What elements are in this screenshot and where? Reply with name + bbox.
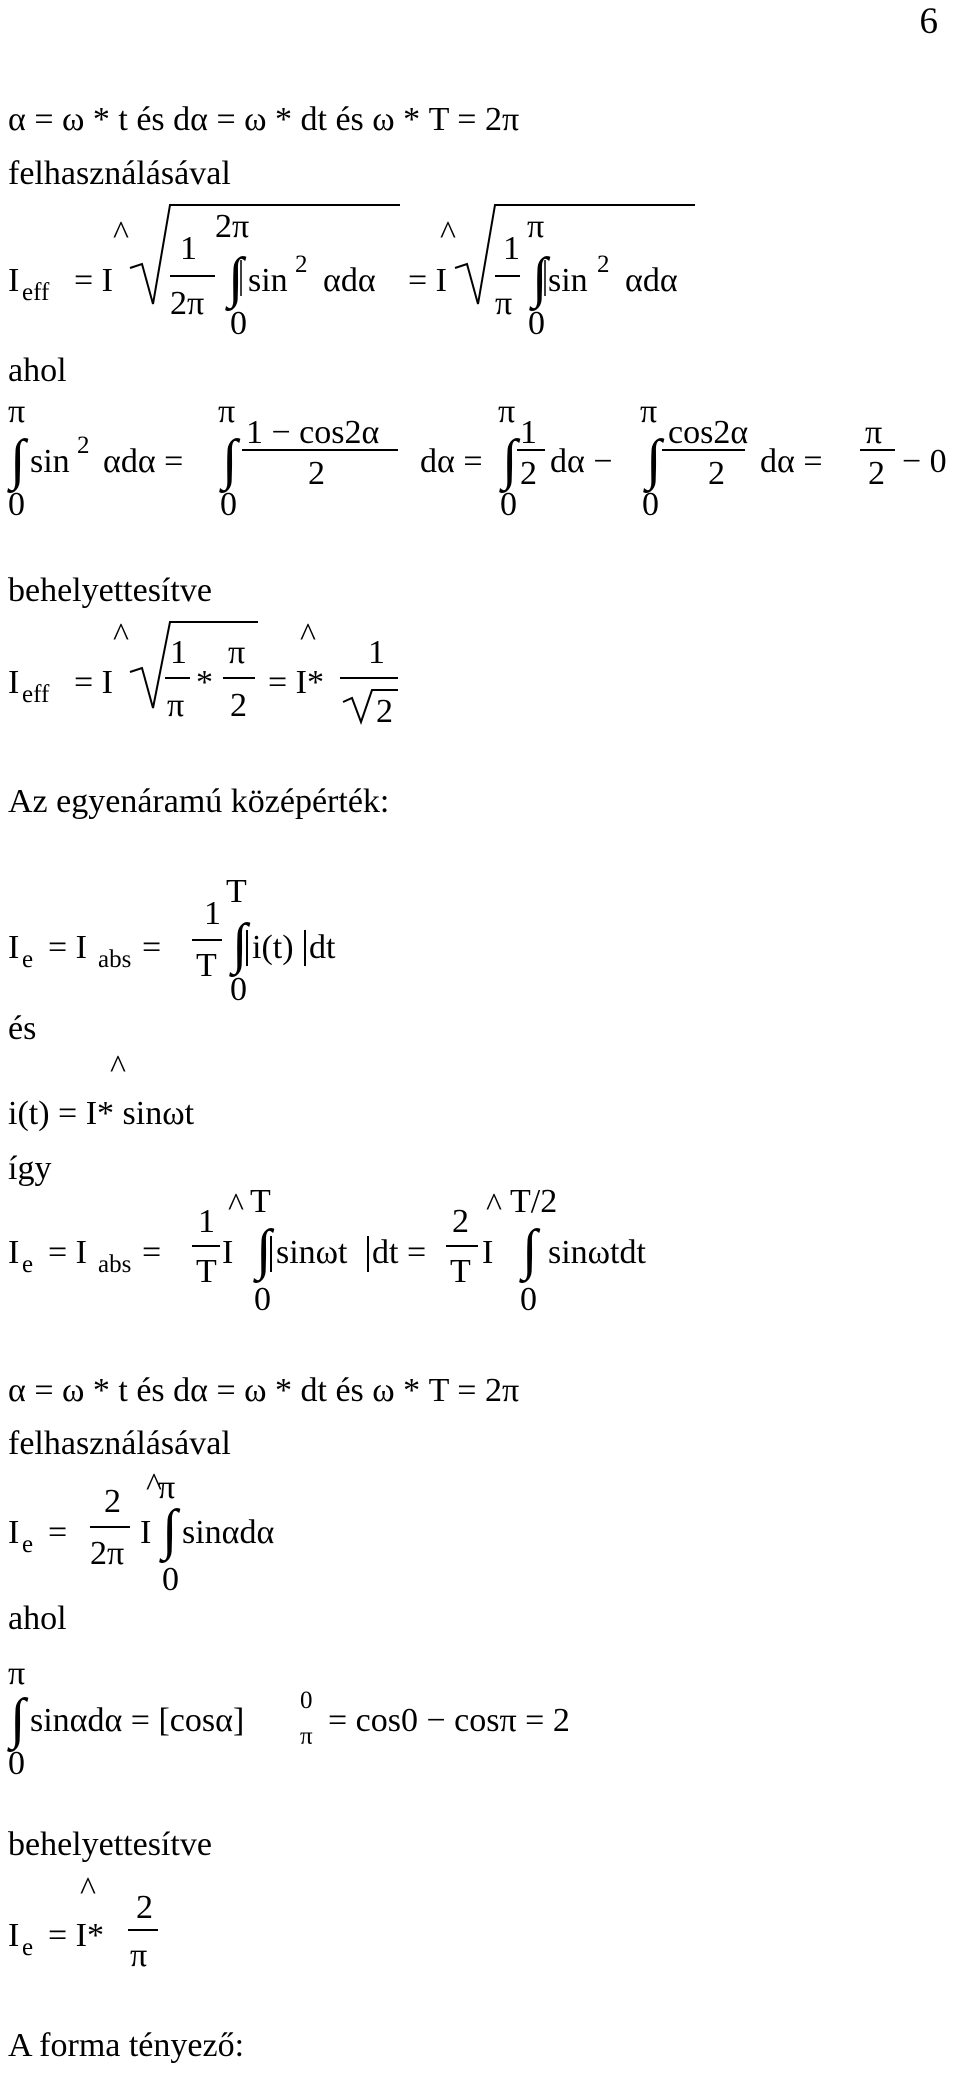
svg-text:dα =: dα = <box>760 443 823 480</box>
svg-text:^: ^ <box>113 215 129 252</box>
svg-text:^: ^ <box>80 1871 96 1908</box>
alpha-substitution-line: α = ω * t és dα = ω * dt és ω * T = 2π <box>8 101 520 138</box>
svg-text:1: 1 <box>368 634 385 671</box>
svg-text:αdα: αdα <box>625 262 678 299</box>
svg-text:0: 0 <box>528 305 545 342</box>
sin-integral-equation <box>7 1655 570 1782</box>
svg-text:1 − cos2α: 1 − cos2α <box>246 414 380 451</box>
svg-text:sinωtdt: sinωtdt <box>548 1234 646 1271</box>
svg-text:π: π <box>218 393 236 430</box>
svg-text:0: 0 <box>254 1281 271 1318</box>
svg-text:π: π <box>167 687 185 724</box>
svg-text:2: 2 <box>104 1483 121 1520</box>
svg-text:T/2: T/2 <box>510 1183 558 1220</box>
svg-text:∫: ∫ <box>10 1688 26 1750</box>
svg-text:= I: = I <box>408 262 447 299</box>
behelyettesitve-label-1: behelyettesítve <box>8 572 212 609</box>
svg-text:e: e <box>22 946 34 973</box>
ieff-result-equation <box>8 617 398 730</box>
svg-text:∫: ∫ <box>532 247 548 309</box>
ie-alpha-equation <box>8 1467 274 1598</box>
svg-text:sin: sin <box>548 262 588 299</box>
svg-text:2: 2 <box>230 687 247 724</box>
svg-text:i(t): i(t) <box>252 929 294 966</box>
svg-text:I: I <box>8 1514 20 1551</box>
svg-text:T: T <box>450 1253 471 1290</box>
svg-text:e: e <box>22 1531 34 1558</box>
it-definition-equation <box>8 1049 195 1132</box>
svg-text:= I: = I <box>48 929 87 966</box>
svg-text:dt =: dt = <box>372 1234 427 1271</box>
svg-text:e: e <box>22 1934 34 1961</box>
svg-text:0: 0 <box>8 486 25 523</box>
svg-text:∫: ∫ <box>10 429 26 491</box>
svg-text:^: ^ <box>486 1187 502 1224</box>
svg-text:= cos0 − cosπ = 2: = cos0 − cosπ = 2 <box>328 1702 570 1739</box>
svg-text:1: 1 <box>170 634 187 671</box>
svg-text:I: I <box>8 1234 20 1271</box>
svg-text:π: π <box>8 1655 26 1692</box>
svg-text:∫: ∫ <box>222 429 238 491</box>
svg-text:T: T <box>196 1253 217 1290</box>
svg-text:I: I <box>8 1917 20 1954</box>
svg-text:sinωt: sinωt <box>276 1234 348 1271</box>
svg-text:1: 1 <box>503 230 520 267</box>
svg-text:abs: abs <box>98 1251 132 1278</box>
ie-definition-equation <box>8 873 336 1008</box>
svg-text:2: 2 <box>136 1889 153 1926</box>
svg-text:2: 2 <box>597 251 610 278</box>
svg-text:I: I <box>482 1234 494 1271</box>
svg-text:π: π <box>865 414 883 451</box>
svg-text:2π: 2π <box>170 285 205 322</box>
svg-text:π: π <box>498 393 516 430</box>
svg-text:I: I <box>222 1234 234 1271</box>
svg-text:2: 2 <box>708 455 725 492</box>
section-heading-mean: Az egyenáramú középérték: <box>8 783 390 820</box>
es-label: és <box>8 1010 37 1047</box>
svg-text:∫: ∫ <box>232 913 248 975</box>
svg-text:e: e <box>22 1251 34 1278</box>
svg-text:0: 0 <box>642 486 659 523</box>
svg-text:1: 1 <box>180 230 197 267</box>
svg-text:π: π <box>640 393 658 430</box>
svg-text:eff: eff <box>22 279 50 306</box>
svg-text:αdα =: αdα = <box>103 443 184 480</box>
svg-text:π: π <box>130 1937 148 1974</box>
felhasznalasaval-label-2: felhasználásával <box>8 1425 231 1462</box>
svg-text:=: = <box>142 929 162 966</box>
svg-text:αdα: αdα <box>323 262 376 299</box>
behelyettesitve-label-2: behelyettesítve <box>8 1826 212 1863</box>
svg-text:^: ^ <box>110 1049 126 1086</box>
svg-text:dα =: dα = <box>420 443 483 480</box>
svg-text:0: 0 <box>8 1745 25 1782</box>
svg-text:dα −: dα − <box>550 443 613 480</box>
svg-text:dt: dt <box>309 929 336 966</box>
svg-text:1: 1 <box>204 895 221 932</box>
svg-text:2π: 2π <box>215 208 250 245</box>
ie-result-equation <box>8 1871 158 1974</box>
svg-text:0: 0 <box>300 1687 313 1714</box>
svg-text:0: 0 <box>230 971 247 1008</box>
svg-text:= I: = I <box>74 262 113 299</box>
ahol-label-2: ahol <box>8 1600 67 1637</box>
svg-text:I: I <box>140 1514 152 1551</box>
svg-text:π: π <box>158 1469 176 1506</box>
svg-text:2: 2 <box>376 693 393 730</box>
svg-text:π: π <box>300 1723 313 1750</box>
svg-text:1: 1 <box>198 1203 215 1240</box>
svg-text:= I*: = I* <box>268 664 324 701</box>
svg-text:sinαdα = [cosα]: sinαdα = [cosα] <box>30 1702 245 1739</box>
svg-text:^: ^ <box>228 1187 244 1224</box>
svg-text:eff: eff <box>22 681 50 708</box>
svg-text:abs: abs <box>98 946 132 973</box>
svg-text:I: I <box>8 664 20 701</box>
igy-label: így <box>8 1150 52 1187</box>
svg-text:sin: sin <box>30 443 70 480</box>
svg-text:∫: ∫ <box>522 1219 538 1281</box>
svg-text:T: T <box>250 1183 271 1220</box>
alpha-substitution-line-2: α = ω * t és dα = ω * dt és ω * T = 2π <box>8 1372 520 1409</box>
svg-text:^: ^ <box>113 617 129 654</box>
svg-text:0: 0 <box>500 486 517 523</box>
section-heading-form: A forma tényező: <box>8 2027 245 2064</box>
svg-text:2: 2 <box>452 1203 469 1240</box>
svg-text:T: T <box>226 873 247 910</box>
svg-text:∫: ∫ <box>162 1499 178 1561</box>
svg-text:I: I <box>8 262 20 299</box>
svg-text:π: π <box>228 634 246 671</box>
ahol-label-1: ahol <box>8 352 67 389</box>
svg-text:∫: ∫ <box>228 247 244 309</box>
svg-text:∫: ∫ <box>502 429 518 491</box>
svg-text:= I: = I <box>48 1234 87 1271</box>
svg-text:2: 2 <box>868 455 885 492</box>
ieff-integral-equation <box>8 205 695 342</box>
svg-text:2π: 2π <box>90 1535 125 1572</box>
ie-sin-equation <box>8 1183 647 1318</box>
svg-text:=: = <box>142 1234 162 1271</box>
svg-text:sinαdα: sinαdα <box>182 1514 275 1551</box>
svg-text:2: 2 <box>295 251 308 278</box>
svg-text:∫: ∫ <box>256 1219 272 1281</box>
felhasznalasaval-label: felhasználásával <box>8 155 231 192</box>
svg-text:0: 0 <box>220 486 237 523</box>
svg-text:sin: sin <box>248 262 288 299</box>
svg-text:I: I <box>8 929 20 966</box>
svg-text:cos2α: cos2α <box>668 414 749 451</box>
svg-text:= I*: = I* <box>48 1917 104 1954</box>
svg-text:π: π <box>495 285 513 322</box>
svg-text:0: 0 <box>162 1561 179 1598</box>
svg-text:^: ^ <box>440 215 456 252</box>
svg-text:π: π <box>8 393 26 430</box>
svg-text:2: 2 <box>77 432 90 459</box>
sin2-integral-equation <box>7 393 947 523</box>
svg-text:π: π <box>527 208 545 245</box>
svg-text:= I: = I <box>74 664 113 701</box>
svg-text:=: = <box>48 1514 68 1551</box>
svg-text:1: 1 <box>520 414 537 451</box>
svg-text:*: * <box>196 664 213 701</box>
svg-text:2: 2 <box>308 455 325 492</box>
svg-text:2: 2 <box>520 455 537 492</box>
svg-text:^: ^ <box>146 1467 162 1504</box>
svg-text:^: ^ <box>300 617 316 654</box>
svg-text:∫: ∫ <box>646 429 662 491</box>
page-number: 6 <box>919 1 938 42</box>
svg-text:i(t) = I* sinωt: i(t) = I* sinωt <box>8 1095 195 1132</box>
svg-text:0: 0 <box>230 305 247 342</box>
svg-text:T: T <box>196 947 217 984</box>
svg-text:− 0: − 0 <box>902 443 947 480</box>
svg-text:0: 0 <box>520 1281 537 1318</box>
